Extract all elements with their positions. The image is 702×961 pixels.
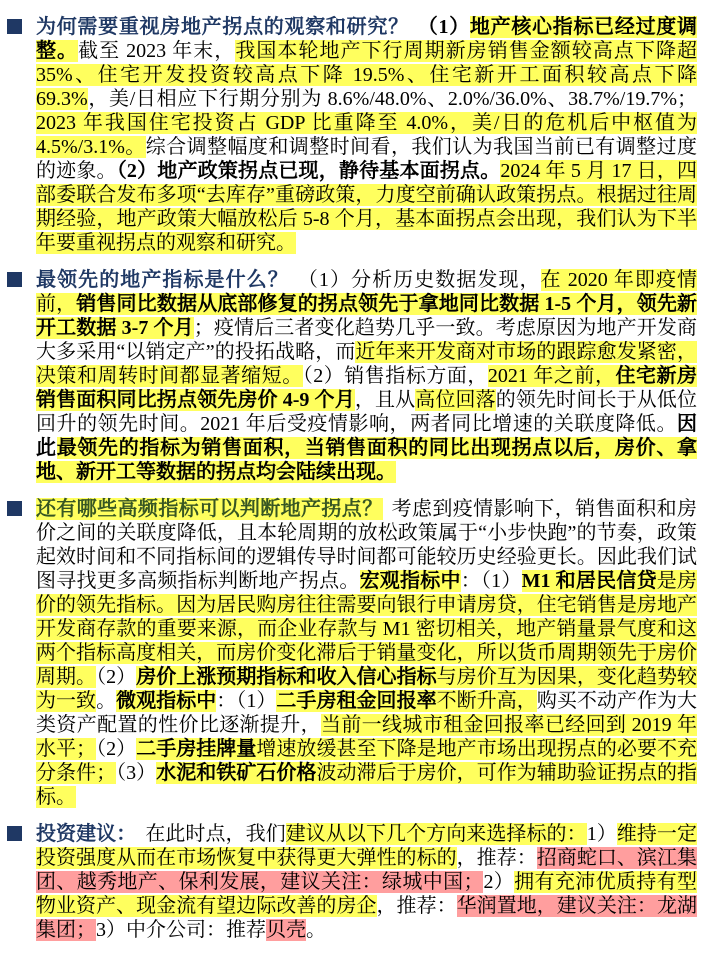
text-run: （1）分析历史数据发现， xyxy=(297,269,541,291)
text-run: 住宅新房销售面积同比拐点领先房价 4-9 个月 xyxy=(36,365,698,411)
text-run: 波动滞后于房价，可作为辅助验证拐点的指标。 xyxy=(36,762,698,808)
text-run: 考虑到疫情影响下，销售面积和房价之间的关联度降低，且本轮周期的放松政策属于“小步快跑”的节奏，政策起效时间和不同指标间的逻辑传导时间都可能较历史经验更长。因此我们试图寻找更多高频指标判断地产拐点。 xyxy=(36,498,698,592)
report-section xyxy=(7,497,697,809)
text-run: （1） xyxy=(417,16,470,38)
text-run: 2021 年之前， xyxy=(487,365,616,387)
report-section xyxy=(7,822,697,942)
text-run: （3） xyxy=(116,762,157,784)
text-run: 宏观指标中 xyxy=(359,570,461,592)
text-run: 。 xyxy=(306,919,326,941)
text-run: 建议从以下几个方向来选择标的： xyxy=(285,823,587,845)
bullet-square-icon xyxy=(7,19,22,34)
text-run: 2） xyxy=(483,871,515,893)
text-run: 二手房租金回报率 xyxy=(276,690,437,712)
text-run: 截至 2023 年末， xyxy=(78,40,236,62)
text-run: 地产核心指标已经过度调整。 xyxy=(36,16,698,62)
text-run: 增速放缓甚至下降是地产市场出现拐点的必要不充分条件； xyxy=(36,738,698,784)
text-run: （2） xyxy=(96,666,137,688)
report-section xyxy=(7,15,697,255)
text-run: ，美/日相应下行期分别为 8.6%/48.0%、2.0%/36.0%、38.7%/19.7%； xyxy=(87,88,697,110)
text-run: ：（1） xyxy=(216,690,277,712)
text-run: 销售同比数据从底部修复的拐点领先于拿地同比数据 1-5 个月，领先新开工数据 3-7 个月 xyxy=(36,293,697,339)
section-heading: 投资建议： xyxy=(36,823,137,845)
report-section xyxy=(7,268,697,484)
text-run: ，推荐： xyxy=(376,895,457,917)
text-run: 水泥和铁矿石价格 xyxy=(156,762,317,784)
text-run: （2） xyxy=(96,738,137,760)
section-heading: 为何需要重视房地产拐点的观察和研究？ xyxy=(36,16,409,38)
text-run: 综合调整幅度和调整时间看，我们认为我国当前已有调整过度的迹象。 xyxy=(36,136,697,182)
text-run: 购买不动产作为大类资产配置的性价比逐渐提升， xyxy=(36,690,698,736)
text-run: （2）销售指标方面， xyxy=(302,365,488,387)
text-run: （2）地产政策拐点已现，静待基本面拐点。 xyxy=(116,160,501,182)
text-run: ，推荐： xyxy=(456,847,537,869)
text-run: 是房价的领先指标。因为居民购房往往需要向银行申请房贷，住宅销售是房地产开发商存款的重要来源，而企业存款与 M1 密切相关，地产销量景气度和这两个指标高度相关，而房价变化滞后于销量变化，所以货币周期领先于房价周期。 xyxy=(36,570,698,688)
text-run: 的领先时间长于从低位回升的领先时间。2021 年后受疫情影响，两者同比增速的关联度降低。 xyxy=(36,389,697,435)
text-run: 当前一线城市租金回报率已经回到 2019 年水平； xyxy=(36,714,698,760)
text-run: 不断升高， xyxy=(436,690,537,712)
text-run: 我国本轮地产下行周期新房销售金额较高点下降超 35%、住宅开发投资较高点下降 19.5%、住宅新开工面积较高点下降 69.3% xyxy=(36,40,698,110)
text-run: 在 2020 年即疫情前， xyxy=(36,269,698,315)
text-run: 二手房挂牌量 xyxy=(136,738,257,760)
text-run: 房价上涨预期指标和收入信心指标 xyxy=(136,666,437,688)
text-run: 高位回落 xyxy=(415,389,496,411)
text-run: 1） xyxy=(586,823,617,845)
text-run: 近年来开发商对市场的跟踪愈发紧密，决策和周转时间都显著缩短。 xyxy=(36,341,697,387)
bullet-square-icon xyxy=(7,501,22,516)
text-run: 微观指标中 xyxy=(116,690,217,712)
section-heading: 最领先的地产指标是什么？ xyxy=(36,269,289,291)
text-run: 2023 年我国住宅投资占 GDP 比重降至 4.0%，美/日的危机后中枢值为 4.5%/3.1%。 xyxy=(36,112,697,158)
text-run: 拥有充沛优质持有型物业资产、现金流有望边际改善的房企 xyxy=(36,871,698,917)
text-run: ：（1） xyxy=(460,570,522,592)
text-run: ；疫情后三者变化趋势几乎一致。考虑原因为地产开发商大多采用“以销定产”的投拓战略，而 xyxy=(36,317,697,363)
text-run: 最领先的指标为销售面积，当销售面积的同比出现拐点以后，房价、拿地、新开工等数据的拐点均会陆续出现。 xyxy=(36,437,698,483)
section-heading: 还有哪些高频指标可以判断地产拐点？ xyxy=(36,498,383,520)
text-run: 因此 xyxy=(36,413,697,459)
text-run: 。 xyxy=(96,690,117,712)
text-run: 维持一定投资强度从而在市场恢复中获得更大弹性的标的 xyxy=(36,823,697,869)
text-run: 贝壳 xyxy=(266,919,306,941)
text-run: 招商蛇口、滨江集团、越秀地产、保利发展，建议关注：绿城中国； xyxy=(36,847,697,893)
text-run: 3）中介公司：推荐 xyxy=(96,919,266,941)
bullet-square-icon xyxy=(7,826,22,841)
text-run: 2024 年 5 月 17 日，四部委联合发布多项“去库存”重磅政策，力度空前确认政策拐点。根据过往周期经验，地产政策大幅放松后 5-8 个月，基本面拐点会出现，我们认为下半年要重视拐点的观察和研究。 xyxy=(36,160,698,254)
bullet-square-icon xyxy=(7,272,22,287)
text-run: ，且从 xyxy=(354,389,416,411)
text-run: 与房价互为因果，变化趋势较为一致 xyxy=(36,666,698,712)
text-run: M1 和居民信贷 xyxy=(521,570,657,592)
text-run: 在此时点，我们 xyxy=(145,823,286,845)
text-run: 华润置地，建议关注：龙湖集团； xyxy=(36,895,697,941)
